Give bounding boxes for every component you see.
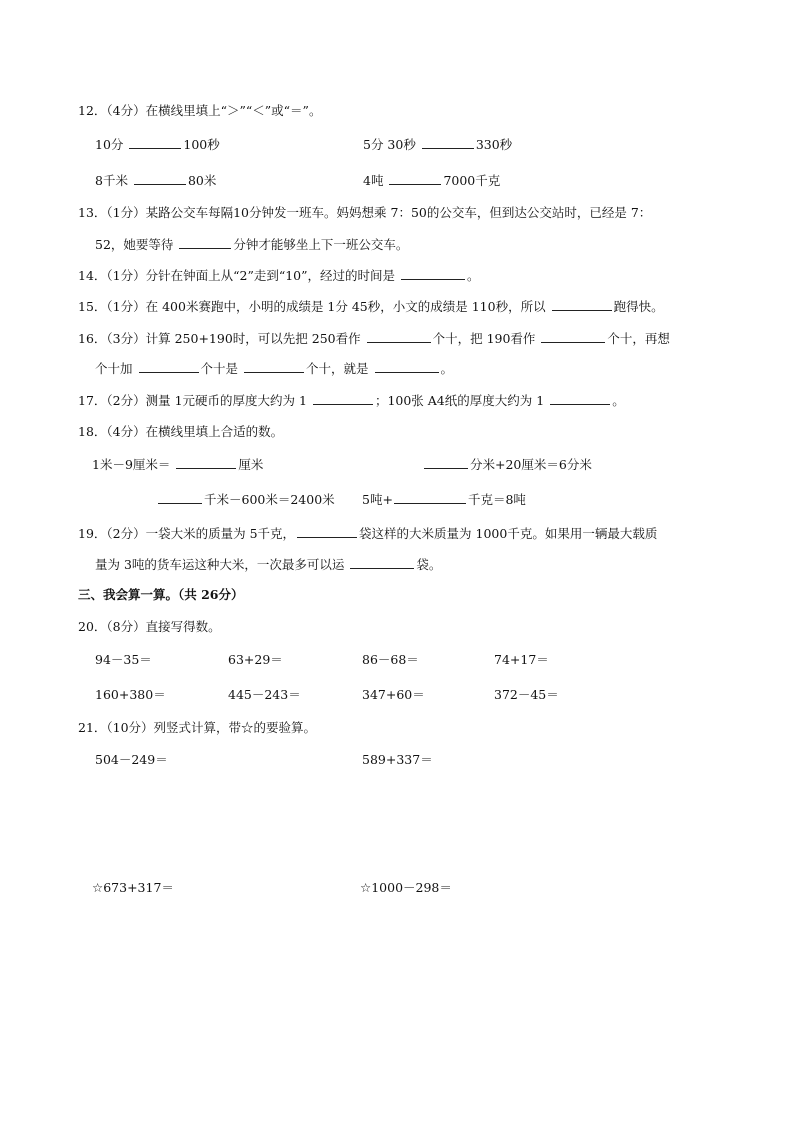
q21-item: ☆673+317＝ xyxy=(92,880,174,895)
answer-blank[interactable] xyxy=(389,172,441,185)
answer-blank[interactable] xyxy=(401,267,465,280)
q17-text-c: 。 xyxy=(612,393,625,408)
q20-item: 347+60＝ xyxy=(362,687,425,702)
answer-blank[interactable] xyxy=(158,491,202,504)
q16-line-1 xyxy=(78,330,670,347)
answer-blank[interactable] xyxy=(424,456,468,469)
q18-item-1 xyxy=(92,456,263,473)
q14-text-a: 14．（1分）分针在钟面上从“2”走到“10”，经过的时间是 xyxy=(78,268,396,283)
q19-text-d: 袋。 xyxy=(416,557,442,572)
q15-line xyxy=(78,298,664,315)
answer-blank[interactable] xyxy=(176,456,236,469)
q12-item-3-left: 8千米 xyxy=(95,173,128,188)
answer-blank[interactable] xyxy=(541,330,605,343)
q20-prompt: 20．（8分）直接写得数。 xyxy=(78,619,221,634)
q12-item-2-left: 5分 30秒 xyxy=(363,137,416,152)
q16-text-c: 个十，再想 xyxy=(607,331,670,346)
q17-text-b: ；100张 A4纸的厚度大约为 1 xyxy=(374,393,545,408)
q12-item-3 xyxy=(95,172,216,189)
q18-item-4-text-a: 5吨+ xyxy=(362,492,393,507)
q21-item: 589+337＝ xyxy=(362,752,433,767)
q16-text-e: 个十是 xyxy=(200,361,239,376)
q18-item-1-text-a: 1米－9厘米＝ xyxy=(92,457,171,472)
q20-item: 63+29＝ xyxy=(228,652,283,667)
q16-line-2 xyxy=(95,360,453,377)
q13-text-b: 分钟才能够坐上下一班公交车。 xyxy=(233,237,409,252)
q16-text-g: 。 xyxy=(440,361,454,376)
answer-blank[interactable] xyxy=(244,360,304,373)
answer-blank[interactable] xyxy=(139,360,199,373)
q13-text-a: 52，她要等待 xyxy=(95,237,174,252)
answer-blank[interactable] xyxy=(350,556,414,569)
q19-text-c: 量为 3吨的货车运这种大米，一次最多可以运 xyxy=(95,557,345,572)
q20-item: 74+17＝ xyxy=(494,652,549,667)
q18-item-4 xyxy=(362,491,526,508)
answer-blank[interactable] xyxy=(313,392,373,405)
q15-text-a: 15．（1分）在 400米赛跑中，小明的成绩是 1分 45秒，小文的成绩是 110秒，所以 xyxy=(78,299,546,314)
q13-line-1: 13．（1分）某路公交车每隔10分钟发一班车。妈妈想乘 7：50的公交车，但到达公交站时，已经是 7： xyxy=(78,205,652,220)
q16-text-d: 个十加 xyxy=(95,361,133,376)
q12-item-4-right: 7000千克 xyxy=(443,173,501,188)
q12-item-1-right: 100秒 xyxy=(183,137,220,152)
answer-blank[interactable] xyxy=(179,236,231,249)
q19-line-1 xyxy=(78,525,657,542)
q12-prompt: 12．（4分）在横线里填上“＞”“＜”或“＝”。 xyxy=(78,103,322,118)
q17-text-a: 17．（2分）测量 1元硬币的厚度大约为 1 xyxy=(78,393,307,408)
q20-item: 86－68＝ xyxy=(362,652,419,667)
answer-blank[interactable] xyxy=(550,392,610,405)
q18-item-3-text: 千米－600米＝2400米 xyxy=(204,492,335,507)
q15-text-b: 跑得快。 xyxy=(613,299,664,314)
q17-line xyxy=(78,392,625,409)
q12-item-1 xyxy=(95,136,220,153)
q19-text-b: 袋这样的大米质量为 1000千克。如果用一辆最大载质 xyxy=(359,526,658,541)
q12-item-2 xyxy=(363,136,512,153)
q16-text-a: 16．（3分）计算 250+190时，可以先把 250看作 xyxy=(78,331,361,346)
answer-blank[interactable] xyxy=(375,360,439,373)
q20-item: 445－243＝ xyxy=(228,687,301,702)
q12-item-1-left: 10分 xyxy=(95,137,124,152)
q14-line xyxy=(78,267,480,284)
q16-text-b: 个十，把 190看作 xyxy=(432,331,536,346)
q21-item: ☆1000－298＝ xyxy=(360,880,452,895)
answer-blank[interactable] xyxy=(552,298,612,311)
q13-line-2 xyxy=(95,236,408,253)
answer-blank[interactable] xyxy=(422,136,474,149)
q12-item-2-right: 330秒 xyxy=(475,137,513,152)
q18-item-3 xyxy=(158,491,335,508)
q12-item-3-right: 80米 xyxy=(187,173,217,188)
q20-item: 160+380＝ xyxy=(95,687,166,702)
answer-blank[interactable] xyxy=(367,330,431,343)
q18-item-2-text: 分米+20厘米＝6分米 xyxy=(470,457,592,472)
answer-blank[interactable] xyxy=(394,491,466,504)
q16-text-f: 个十，就是 xyxy=(306,361,369,376)
q20-item: 94－35＝ xyxy=(95,652,152,667)
q19-text-a: 19．（2分）一袋大米的质量为 5千克， xyxy=(78,526,296,541)
answer-blank[interactable] xyxy=(134,172,186,185)
q18-item-4-text-b: 千克＝8吨 xyxy=(467,492,526,507)
q18-item-2 xyxy=(424,456,592,473)
q18-prompt: 18．（4分）在横线里填上合适的数。 xyxy=(78,424,284,439)
answer-blank[interactable] xyxy=(297,525,357,538)
q19-line-2 xyxy=(95,556,441,573)
q12-item-4-left: 4吨 xyxy=(363,173,384,188)
q18-item-1-text-b: 厘米 xyxy=(238,457,264,472)
answer-blank[interactable] xyxy=(129,136,181,149)
q14-text-b: 。 xyxy=(467,268,480,283)
q12-item-4 xyxy=(363,172,500,189)
q21-item: 504－249＝ xyxy=(95,752,168,767)
section-3-title: 三、我会算一算。（共 26分） xyxy=(78,587,244,602)
q21-prompt: 21．（10分）列竖式计算，带☆的要验算。 xyxy=(78,720,317,735)
q20-item: 372－45＝ xyxy=(494,687,559,702)
